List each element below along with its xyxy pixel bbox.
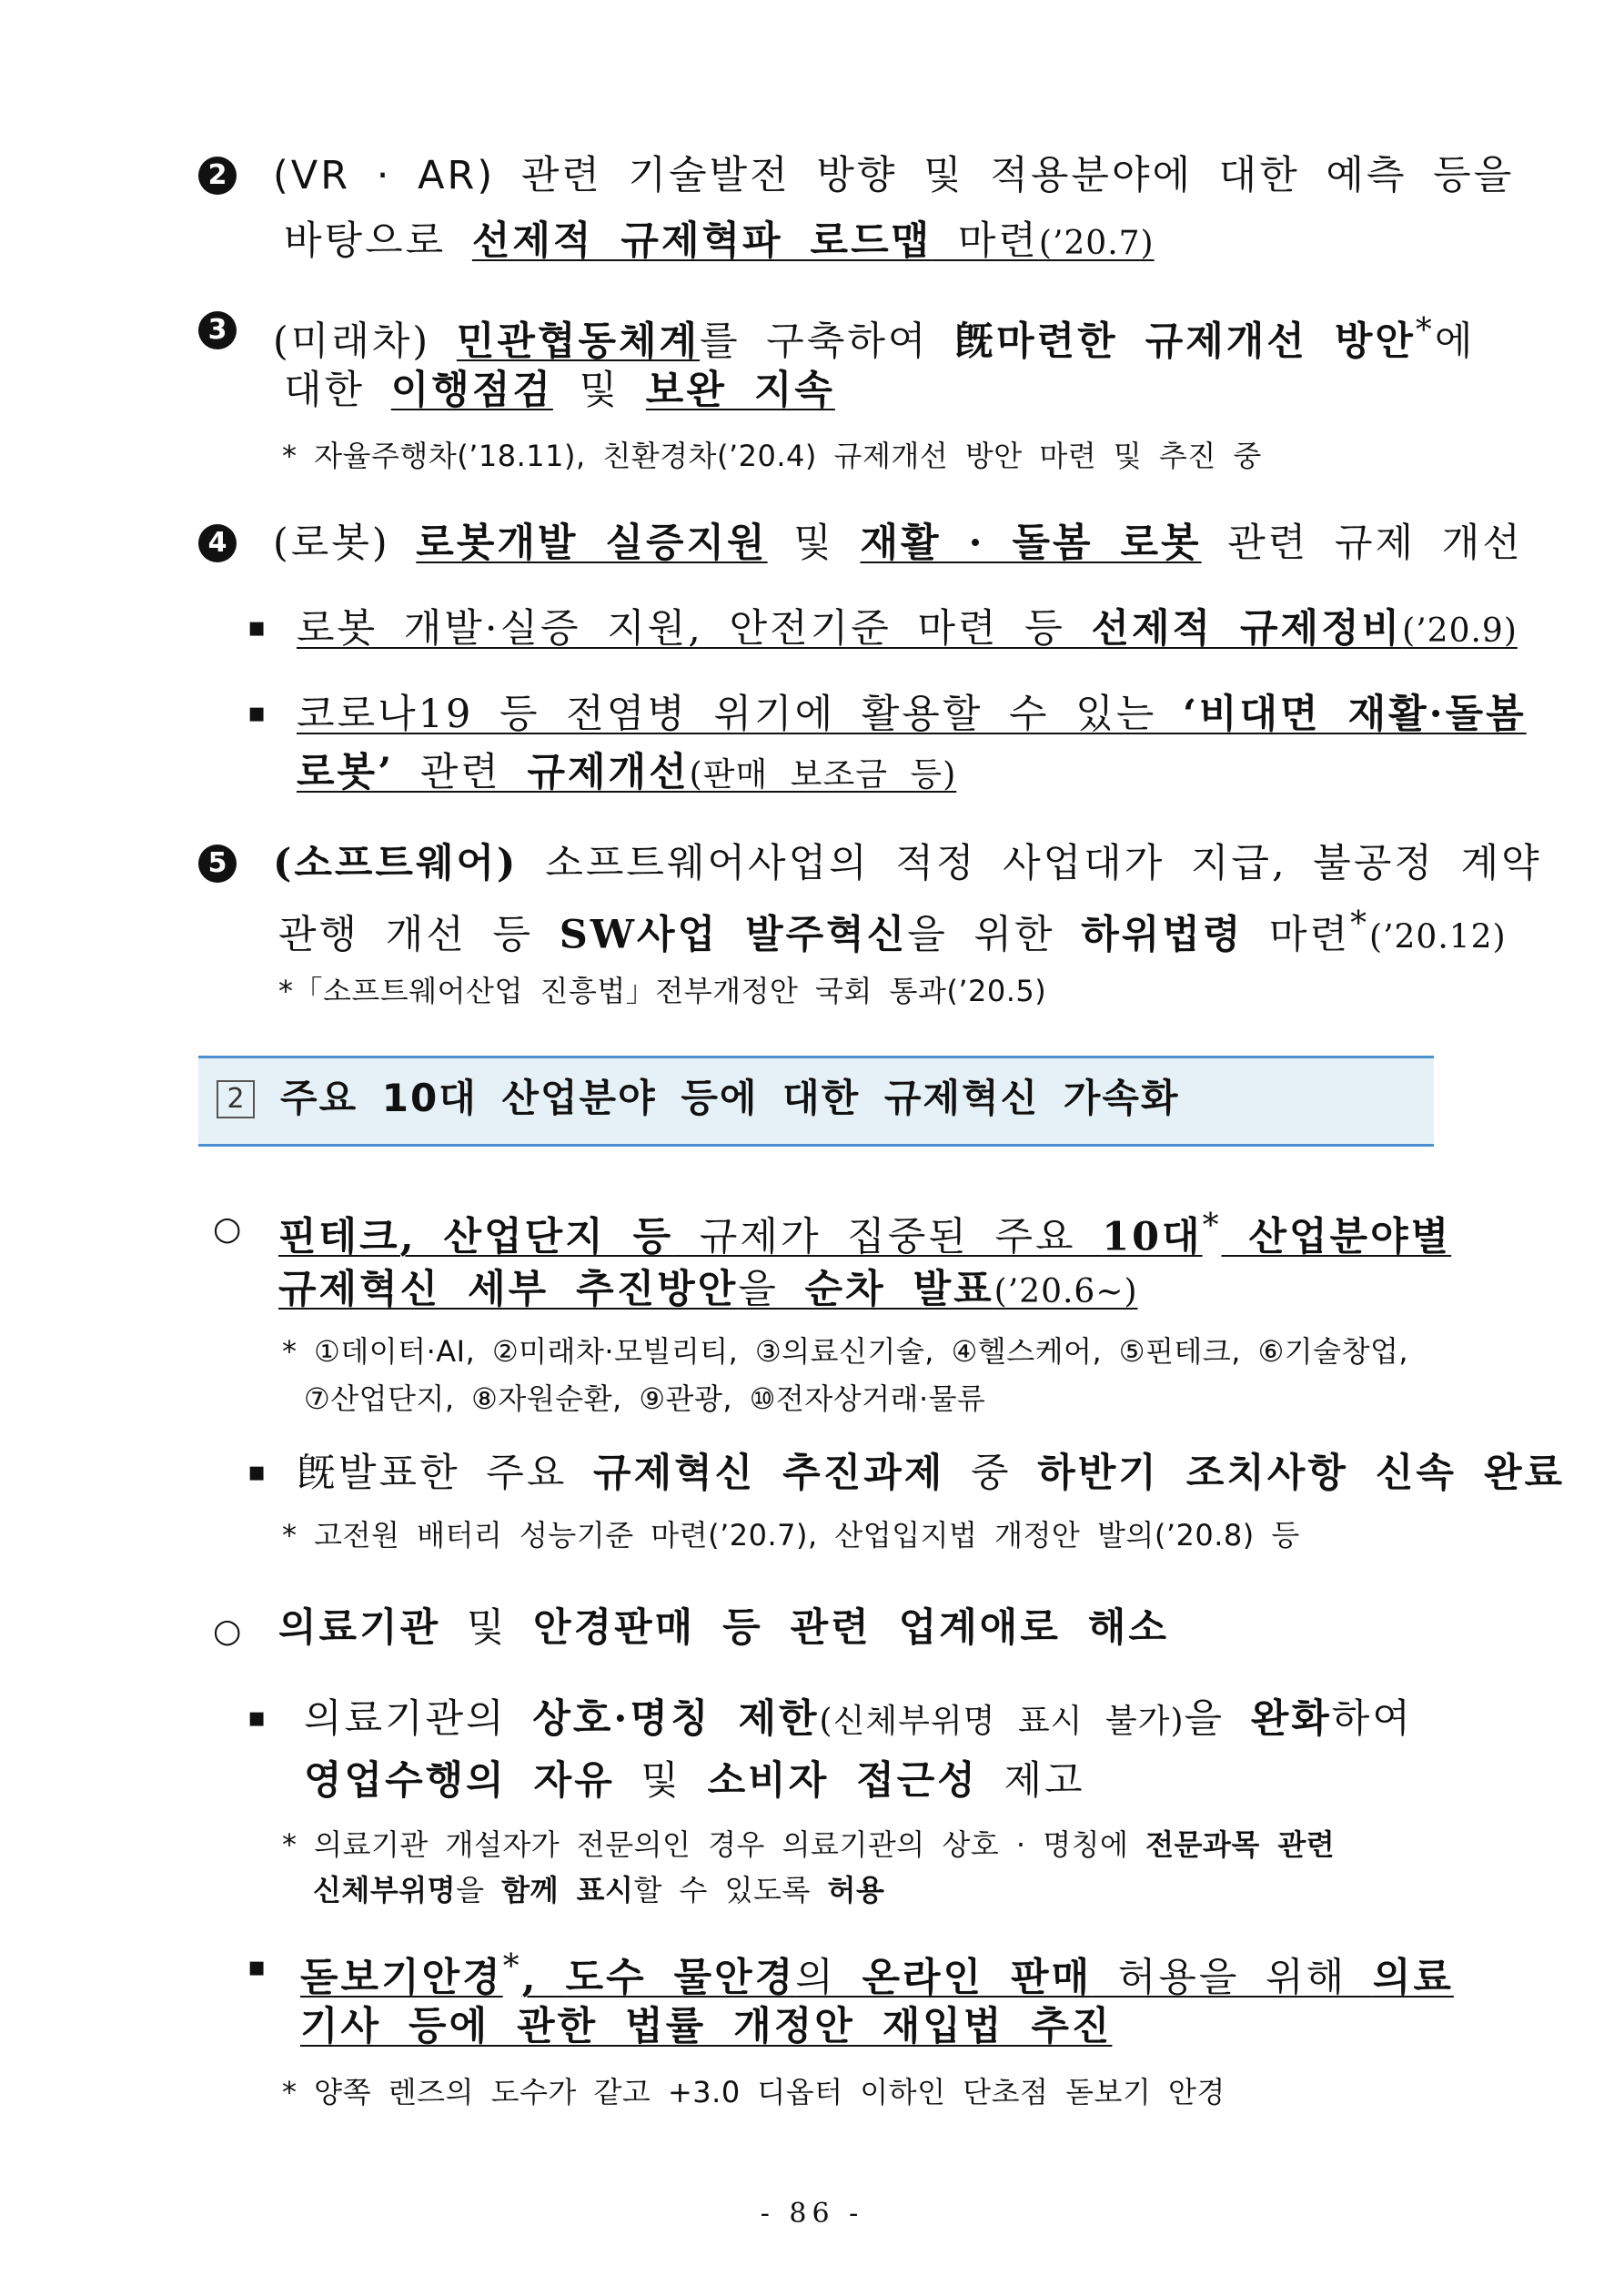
bullet-icon: ▪ bbox=[247, 1951, 267, 1983]
item-number-2: 2 bbox=[198, 157, 237, 195]
item-number-3: 3 bbox=[198, 311, 237, 349]
item-5-line-2: 관행 개선 등 SW사업 발주혁신을 위한 하위법령 마련*(’20.12) bbox=[278, 905, 1507, 958]
circle-bullet-icon: ○ bbox=[213, 1613, 242, 1650]
paragraph-2-bullet-1-line-1: 의료기관의 상호·명칭 제한(신체부위명 표시 불가)을 완화하여 bbox=[304, 1696, 1413, 1742]
bullet-icon: ▪ bbox=[247, 612, 267, 643]
bullet-icon: ▪ bbox=[247, 1456, 267, 1488]
item-3-line-2: 대한 이행점검 및 보완 지속 bbox=[284, 368, 835, 413]
item-5-footnote: *「소프트웨어산업 진흥법」전부개정안 국회 통과(’20.5) bbox=[278, 974, 1047, 1008]
section-number: 2 bbox=[217, 1080, 255, 1118]
paragraph-2-bullet-1-footnote-line-2: 신체부위명을 함께 표시할 수 있도록 허용 bbox=[313, 1873, 885, 1907]
page-number: - 86 - bbox=[760, 2198, 864, 2230]
paragraph-1-footnote-line-1: * ①데이터·AI, ②미래차·모빌리티, ③의료신기술, ④헬스케어, ⑤핀테크, ⑥기술창업, bbox=[282, 1334, 1409, 1369]
paragraph-2-bullet-2-line-1: 돋보기안경*, 도수 물안경의 온라인 판매 허용을 위해 의료 bbox=[300, 1947, 1454, 2001]
paragraph-2-line-1: 의료기관 및 안경판매 등 관련 업계애로 해소 bbox=[278, 1605, 1169, 1651]
section-title: 주요 10대 산업분야 등에 대한 규제혁신 가속화 bbox=[280, 1076, 1180, 1120]
bullet-icon: ▪ bbox=[247, 1702, 267, 1734]
item-3-footnote: * 자율주행차(’18.11), 친환경차(’20.4) 규제개선 방안 마련 및 추진 중 bbox=[282, 439, 1262, 473]
item-2-line-2: 바탕으로 선제적 규제혁파 로드맵 마련(’20.7) bbox=[284, 218, 1155, 264]
paragraph-1-line-1: 핀테크, 산업단지 등 규제가 집중된 주요 10대* 산업분야별 bbox=[278, 1207, 1452, 1260]
paragraph-1-bullet-1-footnote: * 고전원 배터리 성능기준 마련(’20.7), 산업입지법 개정안 발의(’20.8) 등 bbox=[282, 1518, 1300, 1553]
item-4-line-1: (로봇) 로봇개발 실증지원 및 재활 · 돌봄 로봇 관련 규제 개선 bbox=[273, 521, 1523, 566]
item-3-line-1: (미래차) 민관협동체계를 구축하여 旣마련한 규제개선 방안*에 bbox=[273, 311, 1476, 365]
paragraph-1-bullet-1: 旣발표한 주요 규제혁신 추진과제 중 하반기 조치사항 신속 완료 bbox=[297, 1451, 1566, 1496]
circle-bullet-icon: ○ bbox=[213, 1210, 242, 1248]
item-4-bullet-2-line-1: 코로나19 등 전염병 위기에 활용할 수 있는 ‘비대면 재활·돌봄 bbox=[297, 692, 1527, 737]
paragraph-1-footnote-line-2: ⑦산업단지, ⑧자원순환, ⑨관광, ⑩전자상거래·물류 bbox=[304, 1381, 986, 1416]
item-4-bullet-2-line-2: 로봇’ 관련 규제개선(판매 보조금 등) bbox=[297, 750, 957, 795]
item-number-4: 4 bbox=[198, 524, 237, 562]
paragraph-2-bullet-2-footnote: * 양쪽 렌즈의 도수가 같고 +3.0 디옵터 이하인 단초점 돋보기 안경 bbox=[282, 2075, 1226, 2109]
paragraph-2-bullet-2-line-2: 기사 등에 관한 법률 개정안 재입법 추진 bbox=[300, 2004, 1113, 2049]
item-2-line-1: (VR · AR) 관련 기술발전 방향 및 적용분야에 대한 예측 등을 bbox=[273, 153, 1515, 198]
paragraph-2-bullet-1-line-2: 영업수행의 자유 및 소비자 접근성 제고 bbox=[304, 1758, 1085, 1804]
paragraph-2-bullet-1-footnote-line-1: * 의료기관 개설자가 전문의인 경우 의료기관의 상호 · 명칭에 전문과목 관련 bbox=[282, 1827, 1336, 1862]
item-4-bullet-1: 로봇 개발·실증 지원, 안전기준 마련 등 선제적 규제정비(’20.9) bbox=[297, 606, 1518, 652]
bullet-icon: ▪ bbox=[247, 697, 267, 729]
item-number-5: 5 bbox=[198, 845, 237, 883]
section-header bbox=[198, 1056, 1434, 1147]
paragraph-1-line-2: 규제혁신 세부 추진방안을 순차 발표(’20.6~) bbox=[278, 1267, 1138, 1312]
item-5-line-1: (소프트웨어) 소프트웨어사업의 적정 사업대가 지급, 불공정 계약 bbox=[273, 841, 1542, 886]
